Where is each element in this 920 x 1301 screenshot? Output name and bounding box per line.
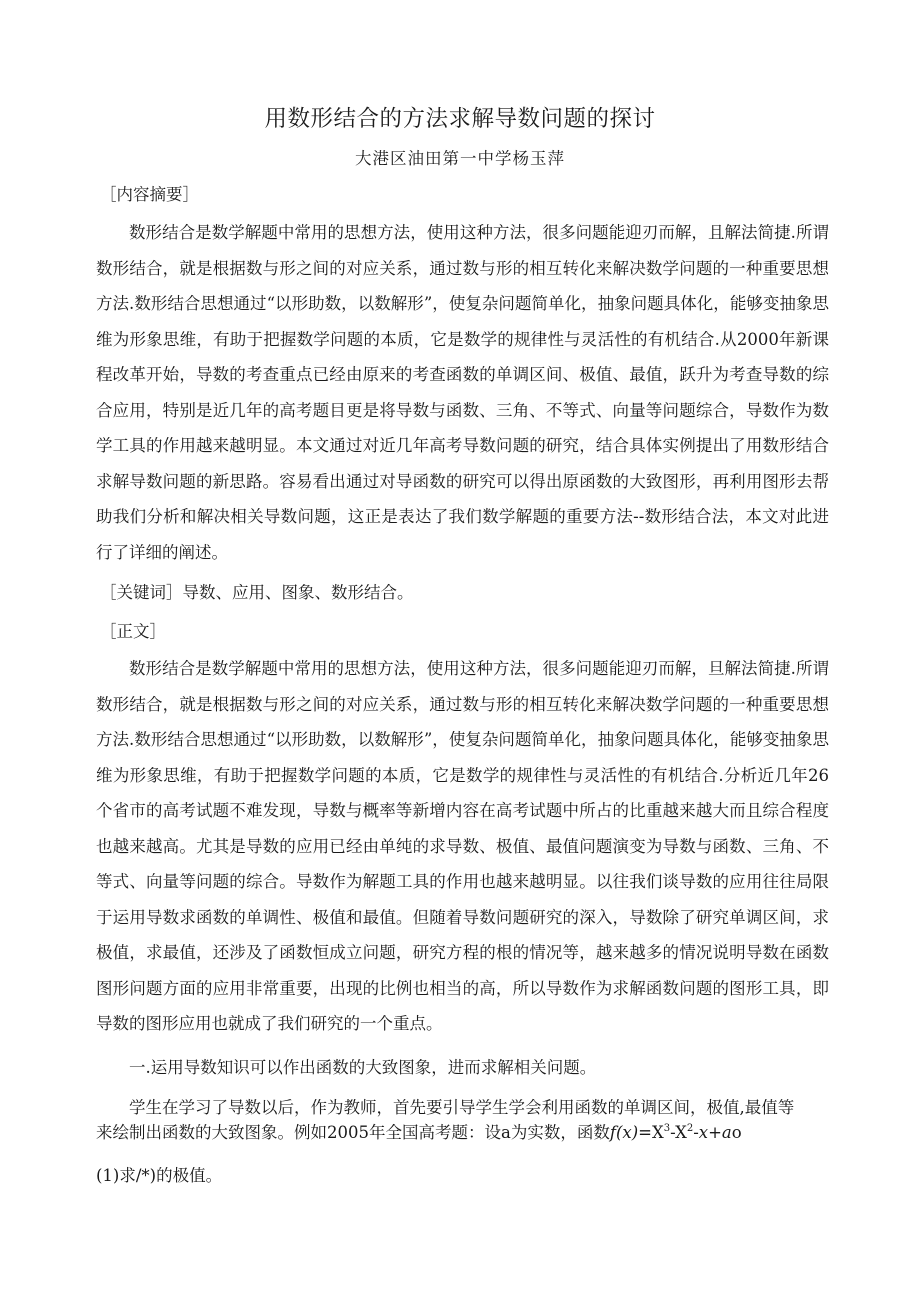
- section-text-prefix: 来绘制出函数的大致图象。例如2005年全国高考题：设a为实数，函数: [96, 1123, 610, 1142]
- section-text-line: 学生在学习了导数以后，作为教师，首先要引导学生学会利用函数的单调区间，极值,最值等: [129, 1098, 795, 1117]
- section-heading: 一.运用导数知识可以作出函数的大致图象，进而求解相关问题。: [129, 1058, 597, 1077]
- formula-eq-x: =X: [638, 1123, 664, 1142]
- formula-minus: -: [693, 1123, 699, 1142]
- formula-o: o: [731, 1123, 742, 1142]
- question-line: (1)求/*)的极值。: [96, 1166, 223, 1185]
- body-label: ［正文］: [100, 622, 166, 641]
- formula-plus: +: [708, 1123, 722, 1142]
- author-line: 大港区油田第一中学杨玉萍: [355, 149, 565, 168]
- document-title: 用数形结合的方法求解导数问题的探讨: [264, 106, 656, 132]
- formula-exp3: 3: [663, 1123, 671, 1134]
- abstract-paragraph: 数形结合是数学解题中常用的思想方法，使用这种方法，很多问题能迎刃而解，且解法简捷.所谓数形结合，就是根据数与形之间的对应关系，通过数与形的相互转化来解决数学问题的一种重要思想方法.数形结合思想通过“以形助数，以数解形”，使复杂问题简单化，抽象问题具体化，能够变抽象思维为形象思维，有助于把握数学问题的本质，它是数学的规律性与灵活性的有机结合.从2000年新课程改革开始，导数的考查重点已经由原来的考查函数的单调区间、极值、最值，跃升为考查导数的综合应用，特别是近几年的高考题目更是将导数与函数、三角、不等式、向量等问题综合，导数作为数学工具的作用越来越明显。本文通过对近几年高考导数问题的研究，结合具体实例提出了用数形结合求解导数问题的新思路。容易看出通过对导函数的研究可以得出原函数的大致图形，再利用图形去帮助我们分析和解决相关导数问题，这正是表达了我们数学解题的重要方法--数形结合法，本文对此进行了详细的阐述。: [96, 223, 829, 562]
- formula-minus-x: -X: [670, 1123, 687, 1142]
- formula-fx: f(x): [609, 1123, 639, 1142]
- section-text-line-formula: [96, 1120, 829, 1146]
- keywords-line: ［关键词］导数、应用、图象、数形结合。: [100, 583, 414, 602]
- formula-x: x: [698, 1123, 709, 1142]
- body-paragraph: 数形结合是数学解题中常用的思想方法，使用这种方法，很多问题能迎刃而解，旦解法简捷.所谓数形结合，就是根据数与形之间的对应关系，通过数与形的相互转化来解决数学问题的一种重要思想方法.数形结合思想通过“以形助数，以数解形”，使复杂问题简单化，抽象问题具体化，能够变抽象思维为形象思维，有助于把握数学问题的本质，它是数学的规律性与灵活性的有机结合.分析近几年26个省市的高考试题不难发现，导数与概率等新增内容在高考试题中所占的比重越来越大而且综合程度也越来越高。尤其是导数的应用已经由单纯的求导数、极值、最值问题演变为导数与函数、三角、不等式、向量等问题的综合。导数作为解题工具的作用也越来越明显。以往我们谈导数的应用往往局限于运用导数求函数的单调性、极值和最值。但随着导数问题研究的深入，导数除了研究单调区间，求极值，求最值，还涉及了函数恒成立问题，研究方程的根的情况等，越来越多的情况说明导数在函数图形问题方面的应用非常重要，出现的比例也相当的高，所以导数作为求解函数问题的图形工具，即导数的图形应用也就成了我们研究的一个重点。: [96, 659, 829, 1033]
- formula-exp2: 2: [686, 1123, 694, 1134]
- abstract-label: ［内容摘要］: [100, 185, 199, 204]
- formula-a: a: [721, 1123, 732, 1142]
